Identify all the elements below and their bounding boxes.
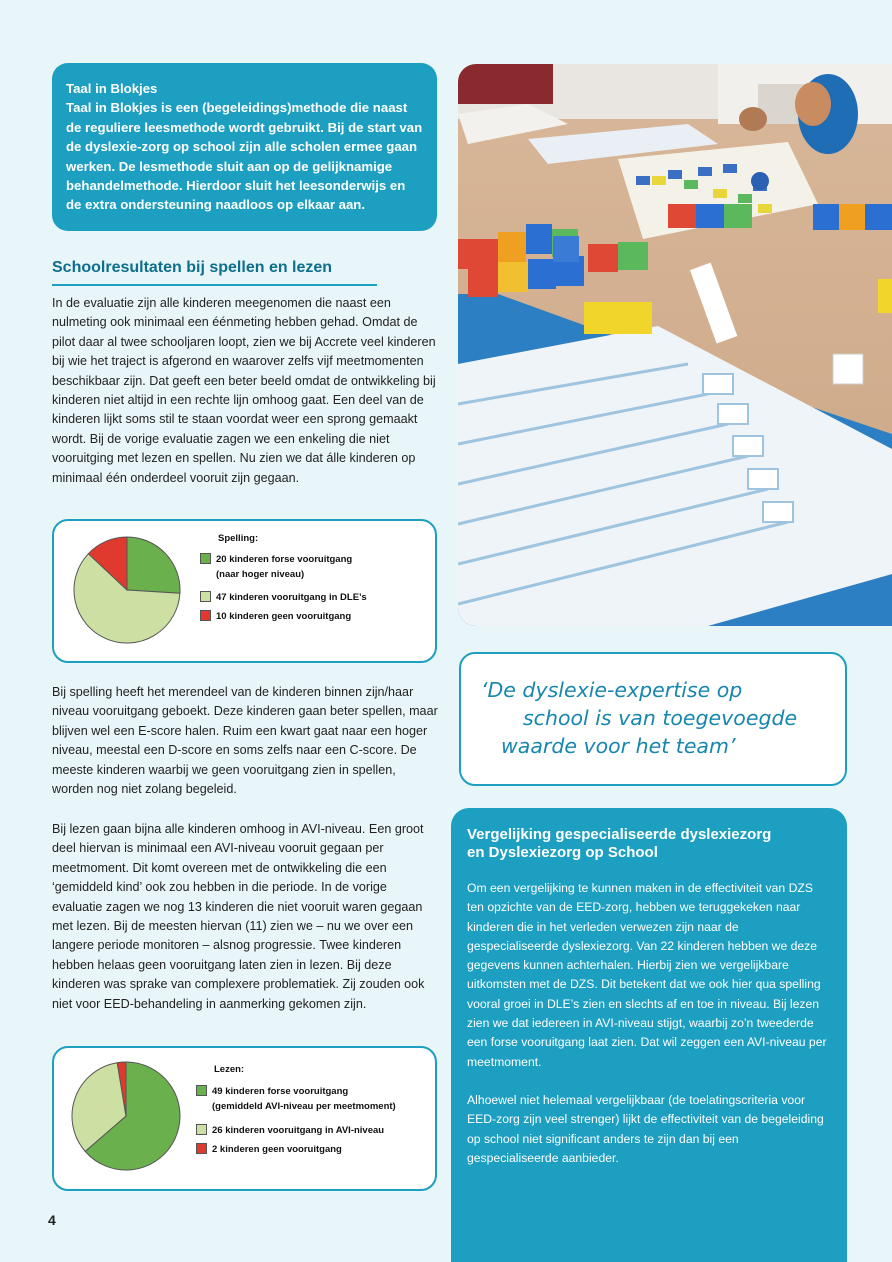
legend-item [200, 552, 352, 582]
lezen-chart-title: Lezen: [214, 1064, 245, 1075]
legend-item [200, 609, 351, 624]
comparison-body [467, 879, 831, 1168]
legend-label: 2 kinderen geen vooruitgang [212, 1144, 342, 1155]
quote-line: waarde voor het team’ [501, 734, 736, 758]
comparison-heading [467, 826, 831, 862]
pie-slice [127, 537, 180, 593]
intro-line: de extra ondersteuning naadloos op elkaar aan. [66, 197, 365, 213]
intro-box [52, 63, 437, 231]
comparison-paragraph: Om een vergelijking te kunnen maken in de effectiviteit van DZS ten opzichte van de EED-zorg, hebben we teruggekeken naar kinderen die in het verleden verwezen zijn naar de gespecialiseerde dyslexiezorg. Van 22 kinderen hebben we deze gegevens kunnen achterhalen. Hierbij zien we vergelijkbare uitkomsten met de DZS. Dit betekent dat we ook hier qua spelling vooral groei in DLE’s zien en slechts af en toe in niveau. Bij lezen zien we dat iedereen in AVI-niveau stijgt, waarbij zo’n tweederde een forse vooruitgang laat zien. Dat wil zeggen een AVI-niveau per meetmoment. [467, 881, 827, 1069]
paragraph-evaluation: In de evaluatie zijn alle kinderen meegenomen die naast een nulmeting ook minimaal een éénmeting hebben gehad. Omdat de pilot daar al twee schooljaren loopt, zien we bij Accrete veel kinderen bij wie het traject is afgerond en waarover zelfs vijf meetmomenten beschikbaar zijn. Dat geeft een beter beeld omdat de ontwikkeling bij kinderen niet altijd in een rechte lijn omhoog gaat. Een deel van de kinderen lijkt soms stil te staan voordat weer een sprong gemaakt wordt. Bij de vorige evaluatie zagen we een enkeling die niet vooruitging met lezen en spellen. Nu zien we dat álle kinderen op minimaal één onderdeel vooruit zijn gegaan. [52, 296, 436, 485]
legend-item [200, 590, 367, 605]
intro-line: de dyslexie-zorg op school zijn alle scholen ermee gaan [66, 139, 418, 155]
heading-underline [52, 284, 377, 286]
legend-item [196, 1123, 384, 1138]
quote-line: school is van toegevoegde [523, 706, 798, 730]
paragraph-spelling: Bij spelling heeft het merendeel van de kinderen binnen zijn/haar niveau vooruitgang geboekt. Deze kinderen gaan beter spellen, maar blijven wel een E-score halen. Ruim een kwart gaat naar een hoger niveau, meestal een D-score en soms zelfs naar een C-score. De meeste kinderen waarbij we geen vooruitgang zien in spellen, worden nog niet zolang begeleid. [52, 685, 438, 797]
comparison-paragraph: Alhoewel niet helemaal vergelijkbaar (de toelatingscriteria voor EED-zorg zijn veel strenger) lijkt de effectiviteit van de begeleiding op school niet significant anders te zijn dan bij een gespecialiseerde aanbieder. [467, 1092, 824, 1165]
legend-label: 49 kinderen forse vooruitgang [212, 1086, 349, 1097]
comparison-box [451, 808, 847, 1262]
legend-swatch [200, 610, 211, 621]
legend-swatch [196, 1143, 207, 1154]
legend-item [196, 1142, 342, 1157]
legend-swatch [200, 591, 211, 602]
paragraph-lezen: Bij lezen gaan bijna alle kinderen omhoog in AVI-niveau. Een groot deel hiervan is minimaal een AVI-niveau vooruit gegaan per meetmoment. Dit komt overeen met de ontwikkeling die een ‘gemiddeld kind’ ook zou hebben in die periode. In de vorige evaluatie zagen we nog 13 kinderen die niet vooruit waren gegaan met lezen. Bij de meesten hiervan (11) zien we – nu we over een langere periode monitoren – alsnog progressie. Twee kinderen hebben helaas geen vooruitgang laten zien in lezen. Bij deze kinderen was sprake van complexere problematiek. Zij zouden ook niet voor EED-behandeling in aanmerking gekomen zijn. [52, 822, 425, 1011]
legend-label: 26 kinderen vooruitgang in AVI-niveau [212, 1125, 385, 1136]
quote-line: ‘De dyslexie-expertise op [481, 678, 743, 702]
legend-label: 47 kinderen vooruitgang in DLE’s [216, 592, 367, 603]
spelling-chart-title: Spelling: [218, 533, 259, 544]
legend-label: (naar hoger niveau) [216, 569, 305, 580]
photo-illustration [458, 64, 892, 626]
comparison-heading-line: en Dyslexiezorg op School [467, 844, 658, 861]
lezen-pie-chart [70, 1060, 182, 1172]
spelling-pie-chart [72, 535, 182, 645]
legend-label: 20 kinderen forse vooruitgang [216, 554, 353, 565]
quote-box [459, 652, 847, 786]
legend-item [196, 1084, 396, 1114]
intro-line: Taal in Blokjes is een (begeleidings)methode die naast [66, 100, 408, 116]
intro-title: Taal in Blokjes [66, 81, 158, 96]
intro-line: de reguliere leesmethode wordt gebruikt. Bij de start van [66, 119, 423, 135]
page-number: 4 [48, 1212, 56, 1228]
spelling-chart-box [52, 519, 437, 663]
legend-label: (gemiddeld AVI-niveau per meetmoment) [212, 1101, 396, 1112]
comparison-heading-line: Vergelijking gespecialiseerde dyslexiezorg [467, 826, 772, 843]
intro-line: behandelmethode. Hierdoor sluit het leesonderwijs en [66, 178, 406, 194]
lezen-chart-box [52, 1046, 437, 1191]
intro-line: werken. De lesmethode sluit aan op de gelijknamige [66, 158, 393, 174]
legend-swatch [196, 1124, 207, 1135]
section-heading: Schoolresultaten bij spellen en lezen [52, 259, 333, 276]
legend-label: 10 kinderen geen vooruitgang [216, 611, 352, 622]
legend-swatch [196, 1085, 207, 1096]
legend-swatch [200, 553, 211, 564]
photo-children-playing-game [458, 64, 892, 626]
